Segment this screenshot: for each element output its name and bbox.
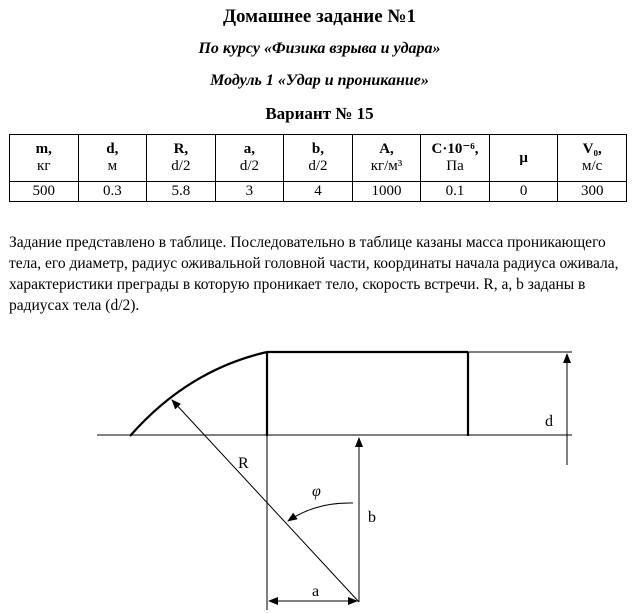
label-b: b <box>368 509 376 526</box>
table-header-row <box>10 135 627 182</box>
task-description: Задание представлено в таблице. Последовательно в таблице казаны масса проникающего тела, его диаметр, радиус оживальной головной части, координаты начала радиуса оживала, характеристики преграды в которую проникает тело, скорость встречи. R, a, b заданы в радиусах тела (d/2). <box>9 234 619 314</box>
table-cell: 5.8 <box>147 182 216 202</box>
ogive-nose-arc <box>130 352 267 436</box>
header-cell-mu: μ <box>489 135 558 182</box>
table-cell: 0.3 <box>78 182 147 202</box>
label-phi: φ <box>312 483 321 500</box>
label-d: d <box>545 413 553 430</box>
header-cell-C: C·10⁻⁶, Па <box>421 135 490 182</box>
radius-r-line <box>172 400 359 602</box>
projectile-diagram <box>0 340 639 613</box>
course-title: По курсу «Физика взрыва и удара» <box>198 40 441 57</box>
header-cell-b: b, d/2 <box>284 135 353 182</box>
angle-phi-arc <box>288 503 353 521</box>
header-cell-a: a, d/2 <box>215 135 284 182</box>
page-title: Домашнее задание №1 <box>222 6 417 27</box>
label-a: a <box>312 583 320 600</box>
variant-title: Вариант № 15 <box>265 104 374 123</box>
table-cell: 0.1 <box>421 182 490 202</box>
parameters-table <box>9 134 627 202</box>
table-cell: 300 <box>558 182 627 202</box>
table-row <box>10 182 627 202</box>
table-cell: 4 <box>284 182 353 202</box>
module-title: Модуль 1 «Удар и проникание» <box>210 72 429 89</box>
header-cell-d: d, м <box>78 135 147 182</box>
header-cell-m: m, кг <box>10 135 79 182</box>
header-cell-v0: V₀, м/с <box>558 135 627 182</box>
table-cell: 0 <box>489 182 558 202</box>
table-cell: 500 <box>10 182 79 202</box>
header-cell-A: A, кг/м³ <box>352 135 421 182</box>
header-cell-r: R, d/2 <box>147 135 216 182</box>
table-cell: 3 <box>215 182 284 202</box>
label-r: R <box>238 455 249 472</box>
table-cell: 1000 <box>352 182 421 202</box>
